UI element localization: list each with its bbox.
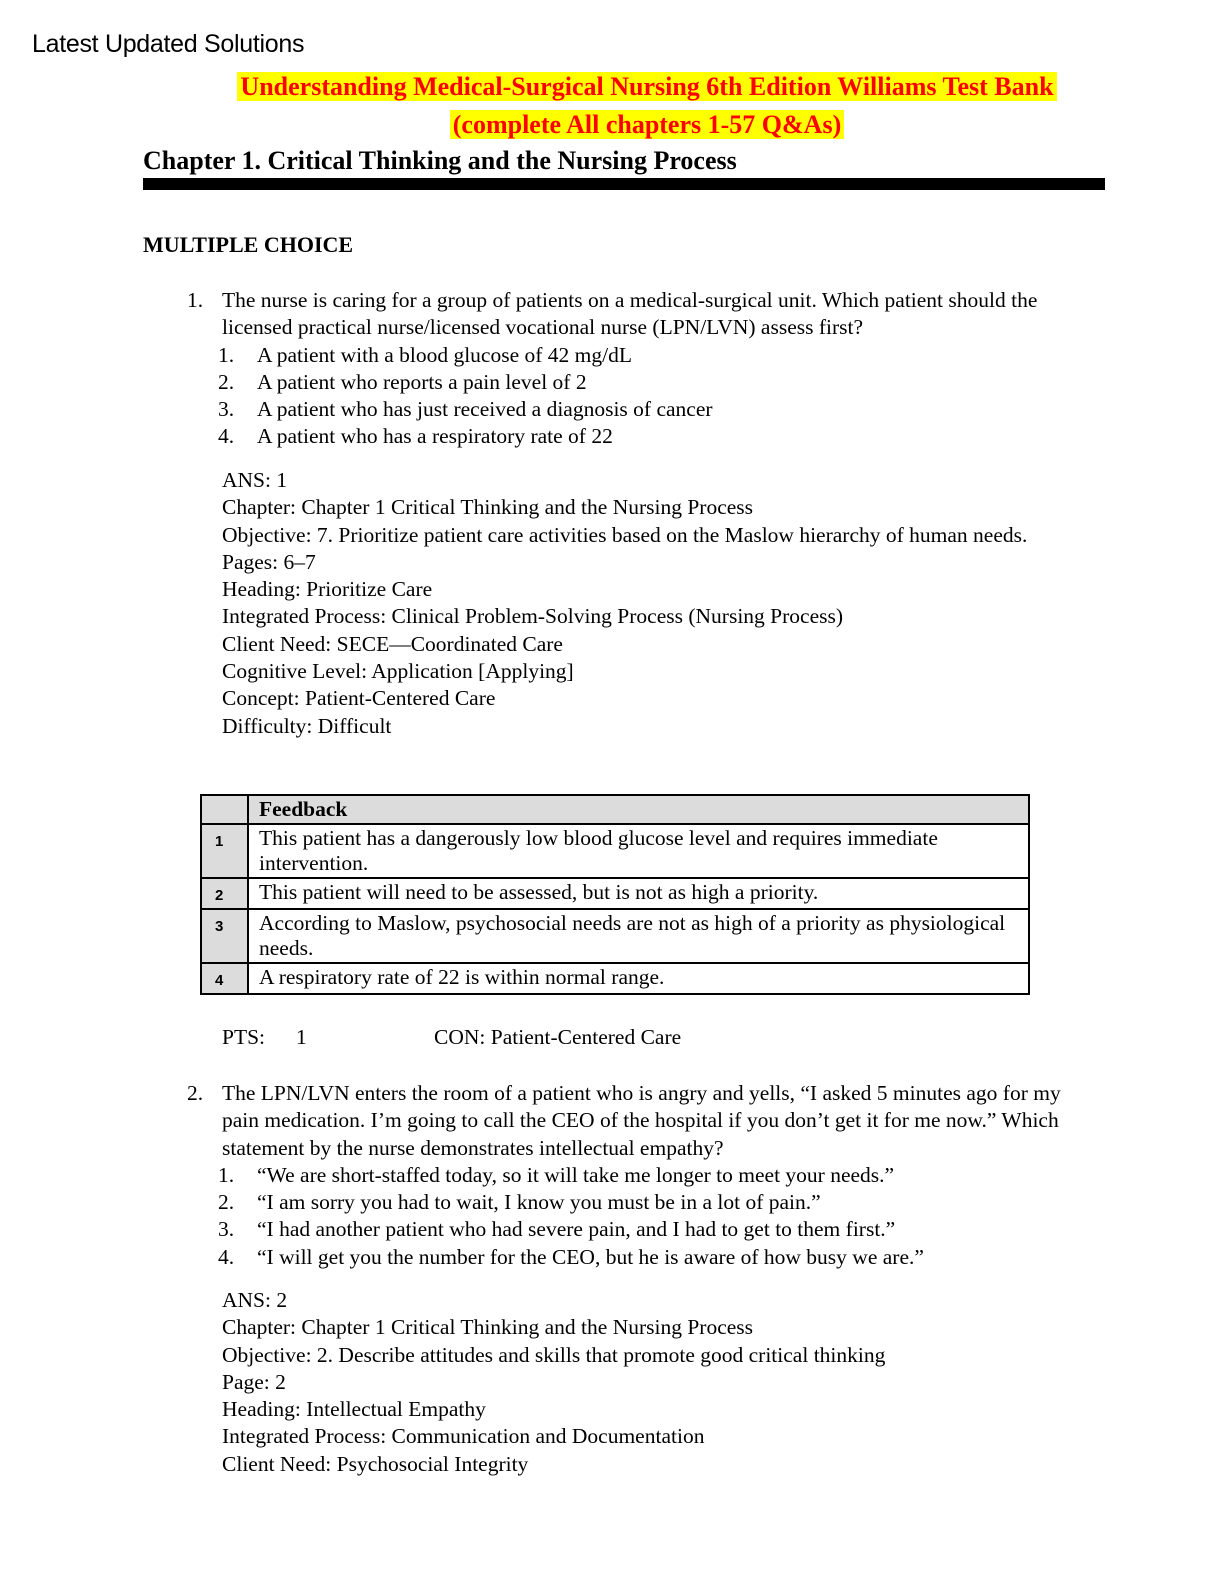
answer-option: 2. “I am sorry you had to wait, I know you must be in a lot of pain.”	[218, 1190, 821, 1215]
feedback-row: 1 This patient has a dangerously low blood glucose level and requires immediate intervention.	[201, 824, 1029, 878]
question-text: The nurse is caring for a group of patients on a medical-surgical unit. Which patient should the licensed practical nurse/licensed vocational nurse (LPN/LVN) assess first?	[222, 288, 1038, 340]
answer-option: 1. A patient with a blood glucose of 42 mg/dL	[218, 342, 633, 367]
answer-options	[218, 342, 1102, 451]
feedback-row: 3 According to Maslow, psychosocial needs are not as high of a priority as physiological needs.	[201, 909, 1029, 963]
heading-rule	[143, 178, 1105, 190]
feedback-header: Feedback	[248, 795, 1029, 824]
points-value: 1	[296, 1025, 307, 1049]
question-number: 1.	[187, 288, 204, 312]
answer-options	[218, 1162, 1102, 1271]
answer-option: 3. “I had another patient who had severe pain, and I had to get to them first.”	[218, 1217, 896, 1242]
integrated-process: Integrated Process: Clinical Problem-Solving Process (Nursing Process)	[222, 604, 844, 629]
page-ref: Page: 2	[222, 1369, 286, 1394]
feedback-row: 2 This patient will need to be assessed, but is not as high a priority.	[201, 878, 1029, 909]
concept: Concept: Patient-Centered Care	[222, 686, 496, 711]
answer-key: ANS: 2	[222, 1288, 288, 1312]
client-need: Client Need: SECE—Coordinated Care	[222, 631, 563, 656]
document-title-line-1: Understanding Medical-Surgical Nursing 6th Edition Williams Test Bank	[35, 72, 1224, 102]
difficulty: Difficulty: Difficult	[222, 713, 392, 738]
answer-key: ANS: 1	[222, 468, 288, 492]
objective: Objective: 2. Describe attitudes and skills that promote good critical thinking	[222, 1342, 886, 1367]
pages-ref: Pages: 6–7	[222, 549, 316, 574]
answer-option: 4. “I will get you the number for the CEO, but he is aware of how busy we are.”	[218, 1244, 924, 1269]
question-number: 2.	[187, 1081, 204, 1105]
chapter-ref: Chapter: Chapter 1 Critical Thinking and the Nursing Process	[222, 495, 754, 520]
document-title-line-2: (complete All chapters 1-57 Q&As)	[35, 110, 1224, 140]
feedback-header-row	[201, 795, 1029, 824]
feedback-row: 4 A respiratory rate of 22 is within normal range.	[201, 963, 1029, 994]
client-need: Client Need: Psychosocial Integrity	[222, 1451, 529, 1476]
watermark-text: Latest Updated Solutions	[32, 30, 305, 58]
cognitive-level: Cognitive Level: Application [Applying]	[222, 659, 574, 684]
question-1-metadata	[222, 467, 1082, 740]
concept-short: CON: Patient-Centered Care	[434, 1025, 682, 1049]
question-text: The LPN/LVN enters the room of a patient who is angry and yells, “I asked 5 minutes ago for my pain medication. I’m going to call the CEO of the hospital if you don’t get it for me now.” Which statement by the nurse demonstrates intellectual empathy?	[222, 1081, 1061, 1160]
points-label: PTS:	[222, 1025, 266, 1049]
integrated-process: Integrated Process: Communication and Documentation	[222, 1424, 705, 1449]
heading-ref: Heading: Intellectual Empathy	[222, 1397, 486, 1422]
answer-option: 4. A patient who has a respiratory rate of 22	[218, 424, 613, 449]
heading-ref: Heading: Prioritize Care	[222, 577, 433, 602]
section-heading: MULTIPLE CHOICE	[143, 232, 354, 257]
chapter-heading: Chapter 1. Critical Thinking and the Nursing Process	[143, 146, 737, 175]
objective: Objective: 7. Prioritize patient care activities based on the Maslow hierarchy of human needs.	[222, 522, 1028, 547]
answer-option: 1. “We are short-staffed today, so it will take me longer to meet your needs.”	[218, 1162, 895, 1187]
answer-option: 3. A patient who has just received a diagnosis of cancer	[218, 397, 713, 422]
chapter-ref: Chapter: Chapter 1 Critical Thinking and the Nursing Process	[222, 1315, 754, 1340]
question-2-metadata	[222, 1287, 1082, 1478]
feedback-table	[200, 794, 1030, 995]
answer-option: 2. A patient who reports a pain level of 2	[218, 369, 587, 394]
